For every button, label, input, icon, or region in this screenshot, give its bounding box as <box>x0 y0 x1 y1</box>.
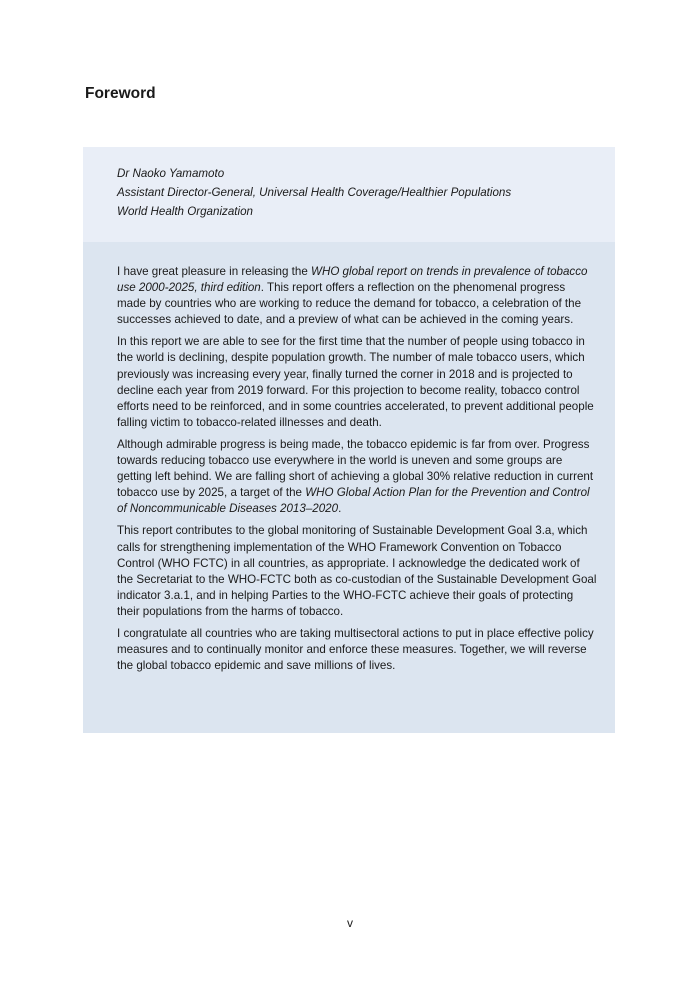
paragraph-3 <box>117 437 597 517</box>
author-title: Assistant Director-General, Universal Health Coverage/Healthier Populations <box>117 186 512 199</box>
paragraph-5: I congratulate all countries who are taking multisectoral actions to put in place effective policy measures and to continually monitor and enforce these measures. Together, we will reverse the global tobacco epidemic and save millions of lives. <box>117 626 594 673</box>
paragraph-3-text-c: . <box>338 502 342 516</box>
page-heading: Foreword <box>85 85 156 102</box>
paragraph-3-text-a: Although admirable progress is being made, the tobacco epidemic is far from over. Progress towards reducing tobacco use everywhere in the world is uneven and some groups are getting left behind. We are falling short of achieving a global 30% relative reduction in current tobacco use by 2025, a target of the <box>117 437 594 500</box>
action-plan-title: WHO Global Action Plan for the Prevention and Control of Noncommunicable Diseases 2013–2020 <box>117 486 590 516</box>
author-box <box>83 147 615 242</box>
paragraph-1-text-c: . This report offers a reflection on the phenomenal progress made by countries who are working to reduce the demand for tobacco, a celebration of the successes achieved to date, and a preview of what can be achieved in the coming years. <box>117 281 582 327</box>
paragraph-1 <box>117 264 597 328</box>
page-number: v <box>347 916 353 930</box>
report-title-link-text: WHO global report on trends in prevalence of tobacco use 2000-2025, third edition <box>117 265 588 295</box>
author-organization: World Health Organization <box>117 205 253 218</box>
paragraph-2: In this report we are able to see for the first time that the number of people using tobacco in the world is declining, despite population growth. The number of male tobacco users, which previously was increasing every year, finally turned the corner in 2018 and is projected to decline each year from 2019 forward. For this projection to become reality, tobacco control efforts need to be reinforced, and in some countries accelerated, to prevent additional people falling victim to tobacco-related illnesses and death. <box>117 335 594 429</box>
paragraph-1-text-a: I have great pleasure in releasing the <box>117 265 311 278</box>
author-name: Dr Naoko Yamamoto <box>117 167 225 180</box>
foreword-panel <box>83 147 615 733</box>
paragraph-4: This report contributes to the global monitoring of Sustainable Development Goal 3.a, which calls for strengthening implementation of the WHO Framework Convention on Tobacco Control (WHO FCTC) in all countries, as appropriate. I acknowledge the dedicated work of the Secretariat to the WHO-FCTC both as co-custodian of the Sustainable Development Goal indicator 3.a.1, and in helping Parties to the WHO-FCTC achieve their goals of protecting their populations from the harms of tobacco. <box>117 524 597 618</box>
foreword-body <box>117 264 597 680</box>
